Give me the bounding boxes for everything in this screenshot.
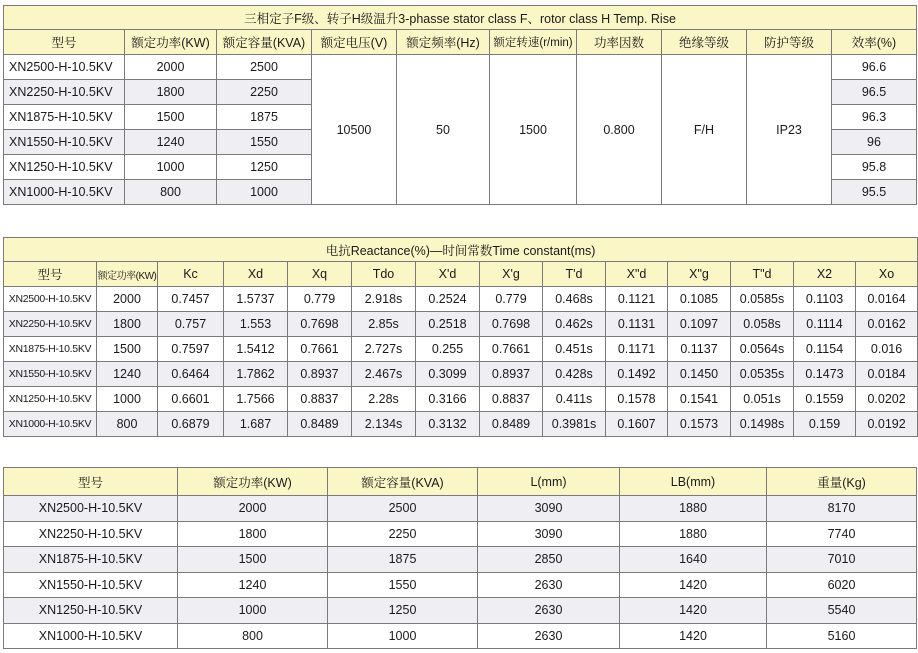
col-header-capacity: 额定容量(KVA) bbox=[217, 30, 312, 55]
cell-xg-transient: 0.8837 bbox=[480, 387, 543, 412]
cell-model: XN1000-H-10.5KV bbox=[4, 180, 125, 205]
col-header-model: 型号 bbox=[4, 262, 97, 287]
cell-model: XN1875-H-10.5KV bbox=[4, 337, 97, 362]
cell-xd: 1.7566 bbox=[224, 387, 288, 412]
reactance-table-title: 电抗Reactance(%)—时间常数Time constant(ms) bbox=[4, 238, 918, 262]
cell-capacity: 1250 bbox=[328, 598, 478, 624]
cell-td-subtransient: 0.0585s bbox=[731, 287, 794, 312]
cell-xo: 0.0192 bbox=[856, 412, 918, 437]
cell-xo: 0.0162 bbox=[856, 312, 918, 337]
cell-capacity: 1875 bbox=[328, 547, 478, 573]
cell-power-factor: 0.800 bbox=[577, 55, 662, 205]
cell-model: XN1550-H-10.5KV bbox=[4, 362, 97, 387]
cell-voltage: 10500 bbox=[312, 55, 397, 205]
cell-xd-subtransient: 0.1578 bbox=[606, 387, 668, 412]
cell-kc: 0.7597 bbox=[158, 337, 224, 362]
cell-model: XN2500-H-10.5KV bbox=[4, 287, 97, 312]
cell-efficiency: 96.5 bbox=[832, 80, 917, 105]
cell-capacity: 1000 bbox=[328, 623, 478, 649]
cell-lb: 1420 bbox=[620, 598, 767, 624]
cell-xg-transient: 0.7698 bbox=[480, 312, 543, 337]
cell-model: XN1250-H-10.5KV bbox=[4, 155, 125, 180]
cell-capacity: 1550 bbox=[217, 130, 312, 155]
table-row bbox=[4, 312, 918, 337]
table-row bbox=[4, 412, 918, 437]
cell-td-transient: 0.3981s bbox=[543, 412, 606, 437]
col-header-xg-transient: X'g bbox=[480, 262, 543, 287]
cell-capacity: 1875 bbox=[217, 105, 312, 130]
cell-weight: 6020 bbox=[767, 572, 917, 598]
cell-xg-subtransient: 0.1097 bbox=[668, 312, 731, 337]
cell-td-subtransient: 0.0535s bbox=[731, 362, 794, 387]
cell-xd-subtransient: 0.1121 bbox=[606, 287, 668, 312]
cell-kc: 0.6601 bbox=[158, 387, 224, 412]
col-header-efficiency: 效率(%) bbox=[832, 30, 917, 55]
cell-model: XN2250-H-10.5KV bbox=[4, 312, 97, 337]
col-header-xo: Xo bbox=[856, 262, 918, 287]
cell-xo: 0.016 bbox=[856, 337, 918, 362]
cell-weight: 5540 bbox=[767, 598, 917, 624]
cell-x2: 0.159 bbox=[794, 412, 856, 437]
cell-capacity: 1250 bbox=[217, 155, 312, 180]
col-header-speed: 额定转速(r/min) bbox=[490, 30, 577, 55]
cell-xd-transient: 0.3099 bbox=[416, 362, 480, 387]
cell-power: 1800 bbox=[97, 312, 158, 337]
col-header-voltage: 额定电压(V) bbox=[312, 30, 397, 55]
cell-kc: 0.6879 bbox=[158, 412, 224, 437]
cell-power: 1500 bbox=[178, 547, 328, 573]
table-row bbox=[4, 547, 917, 573]
cell-speed: 1500 bbox=[490, 55, 577, 205]
cell-model: XN2500-H-10.5KV bbox=[4, 496, 178, 522]
cell-xd-subtransient: 0.1171 bbox=[606, 337, 668, 362]
cell-efficiency: 96.6 bbox=[832, 55, 917, 80]
col-header-weight: 重量(Kg) bbox=[767, 468, 917, 496]
col-header-power: 额定功率(KW) bbox=[178, 468, 328, 496]
cell-xg-subtransient: 0.1573 bbox=[668, 412, 731, 437]
cell-xg-transient: 0.8489 bbox=[480, 412, 543, 437]
col-header-model: 型号 bbox=[4, 468, 178, 496]
cell-xd: 1.7862 bbox=[224, 362, 288, 387]
table-row bbox=[4, 623, 917, 649]
col-header-td-transient: T'd bbox=[543, 262, 606, 287]
table-row bbox=[4, 496, 917, 522]
cell-capacity: 2500 bbox=[328, 496, 478, 522]
cell-model: XN1250-H-10.5KV bbox=[4, 387, 97, 412]
col-header-model: 型号 bbox=[4, 30, 125, 55]
cell-xd-subtransient: 0.1607 bbox=[606, 412, 668, 437]
col-header-xd-subtransient: X"d bbox=[606, 262, 668, 287]
cell-power: 1500 bbox=[97, 337, 158, 362]
cell-power: 800 bbox=[178, 623, 328, 649]
cell-protection: IP23 bbox=[747, 55, 832, 205]
cell-xd: 1.5412 bbox=[224, 337, 288, 362]
cell-xd: 1.553 bbox=[224, 312, 288, 337]
cell-capacity: 2500 bbox=[217, 55, 312, 80]
cell-power: 1500 bbox=[125, 105, 217, 130]
cell-length: 3090 bbox=[478, 521, 620, 547]
cell-model: XN2250-H-10.5KV bbox=[4, 521, 178, 547]
cell-power: 1240 bbox=[97, 362, 158, 387]
cell-power: 2000 bbox=[97, 287, 158, 312]
cell-td-transient: 0.468s bbox=[543, 287, 606, 312]
col-header-power-factor: 功率因数 bbox=[577, 30, 662, 55]
col-header-protection: 防护等级 bbox=[747, 30, 832, 55]
reactance-table bbox=[3, 237, 918, 437]
cell-x2: 0.1154 bbox=[794, 337, 856, 362]
cell-length: 2630 bbox=[478, 598, 620, 624]
cell-xg-transient: 0.779 bbox=[480, 287, 543, 312]
cell-kc: 0.6464 bbox=[158, 362, 224, 387]
cell-xq: 0.8837 bbox=[288, 387, 352, 412]
cell-xd-transient: 0.2518 bbox=[416, 312, 480, 337]
rating-table bbox=[3, 5, 917, 205]
cell-xq: 0.8937 bbox=[288, 362, 352, 387]
cell-lb: 1880 bbox=[620, 521, 767, 547]
cell-tdo: 2.85s bbox=[352, 312, 416, 337]
cell-x2: 0.1559 bbox=[794, 387, 856, 412]
col-header-lb: LB(mm) bbox=[620, 468, 767, 496]
cell-td-transient: 0.451s bbox=[543, 337, 606, 362]
cell-model: XN1000-H-10.5KV bbox=[4, 623, 178, 649]
cell-weight: 5160 bbox=[767, 623, 917, 649]
cell-xg-subtransient: 0.1137 bbox=[668, 337, 731, 362]
col-header-insulation: 绝缘等级 bbox=[662, 30, 747, 55]
cell-model: XN1250-H-10.5KV bbox=[4, 598, 178, 624]
cell-td-subtransient: 0.058s bbox=[731, 312, 794, 337]
cell-xg-subtransient: 0.1085 bbox=[668, 287, 731, 312]
cell-efficiency: 96.3 bbox=[832, 105, 917, 130]
cell-power: 1000 bbox=[178, 598, 328, 624]
cell-insulation: F/H bbox=[662, 55, 747, 205]
cell-power: 1800 bbox=[178, 521, 328, 547]
cell-td-transient: 0.411s bbox=[543, 387, 606, 412]
cell-tdo: 2.28s bbox=[352, 387, 416, 412]
col-header-kc: Kc bbox=[158, 262, 224, 287]
cell-x2: 0.1103 bbox=[794, 287, 856, 312]
cell-capacity: 2250 bbox=[217, 80, 312, 105]
cell-tdo: 2.134s bbox=[352, 412, 416, 437]
cell-length: 3090 bbox=[478, 496, 620, 522]
cell-td-transient: 0.462s bbox=[543, 312, 606, 337]
cell-xg-transient: 0.8937 bbox=[480, 362, 543, 387]
cell-model: XN2250-H-10.5KV bbox=[4, 80, 125, 105]
cell-td-subtransient: 0.051s bbox=[731, 387, 794, 412]
cell-xg-subtransient: 0.1450 bbox=[668, 362, 731, 387]
cell-capacity: 2250 bbox=[328, 521, 478, 547]
cell-xd-transient: 0.3166 bbox=[416, 387, 480, 412]
cell-capacity: 1000 bbox=[217, 180, 312, 205]
cell-xq: 0.779 bbox=[288, 287, 352, 312]
table-row bbox=[4, 598, 917, 624]
cell-tdo: 2.727s bbox=[352, 337, 416, 362]
cell-tdo: 2.467s bbox=[352, 362, 416, 387]
cell-xo: 0.0202 bbox=[856, 387, 918, 412]
table-row bbox=[4, 287, 918, 312]
cell-td-subtransient: 0.1498s bbox=[731, 412, 794, 437]
cell-frequency: 50 bbox=[397, 55, 490, 205]
table-row bbox=[4, 572, 917, 598]
cell-x2: 0.1114 bbox=[794, 312, 856, 337]
rating-table-title: 三相定子F级、转子H级温升3-phasse stator class F、rotor class H Temp. Rise bbox=[4, 6, 917, 30]
col-header-power: 额定功率(KW) bbox=[125, 30, 217, 55]
col-header-power: 额定功率(KW) bbox=[97, 262, 158, 287]
cell-model: XN1000-H-10.5KV bbox=[4, 412, 97, 437]
cell-xd: 1.5737 bbox=[224, 287, 288, 312]
cell-length: 2630 bbox=[478, 572, 620, 598]
cell-model: XN1550-H-10.5KV bbox=[4, 130, 125, 155]
cell-kc: 0.7457 bbox=[158, 287, 224, 312]
cell-power: 1000 bbox=[125, 155, 217, 180]
col-header-capacity: 额定容量(KVA) bbox=[328, 468, 478, 496]
cell-xq: 0.7698 bbox=[288, 312, 352, 337]
table-row bbox=[4, 521, 917, 547]
cell-power: 2000 bbox=[125, 55, 217, 80]
cell-xd: 1.687 bbox=[224, 412, 288, 437]
cell-power: 800 bbox=[97, 412, 158, 437]
col-header-td-subtransient: T"d bbox=[731, 262, 794, 287]
cell-lb: 1420 bbox=[620, 572, 767, 598]
cell-lb: 1420 bbox=[620, 623, 767, 649]
cell-xo: 0.0184 bbox=[856, 362, 918, 387]
cell-length: 2850 bbox=[478, 547, 620, 573]
cell-model: XN1875-H-10.5KV bbox=[4, 547, 178, 573]
table-row bbox=[4, 387, 918, 412]
dimension-table bbox=[3, 467, 917, 649]
cell-model: XN1875-H-10.5KV bbox=[4, 105, 125, 130]
cell-xd-transient: 0.2524 bbox=[416, 287, 480, 312]
col-header-tdo: Tdo bbox=[352, 262, 416, 287]
cell-model: XN1550-H-10.5KV bbox=[4, 572, 178, 598]
cell-weight: 8170 bbox=[767, 496, 917, 522]
cell-power: 800 bbox=[125, 180, 217, 205]
cell-xq: 0.7661 bbox=[288, 337, 352, 362]
cell-weight: 7740 bbox=[767, 521, 917, 547]
cell-tdo: 2.918s bbox=[352, 287, 416, 312]
cell-lb: 1880 bbox=[620, 496, 767, 522]
cell-xd-subtransient: 0.1492 bbox=[606, 362, 668, 387]
cell-xg-transient: 0.7661 bbox=[480, 337, 543, 362]
col-header-xg-subtransient: X"g bbox=[668, 262, 731, 287]
cell-xq: 0.8489 bbox=[288, 412, 352, 437]
col-header-xq: Xq bbox=[288, 262, 352, 287]
cell-td-subtransient: 0.0564s bbox=[731, 337, 794, 362]
cell-xd-transient: 0.3132 bbox=[416, 412, 480, 437]
cell-xo: 0.0164 bbox=[856, 287, 918, 312]
table-row bbox=[4, 55, 917, 80]
cell-kc: 0.757 bbox=[158, 312, 224, 337]
cell-capacity: 1550 bbox=[328, 572, 478, 598]
cell-power: 1800 bbox=[125, 80, 217, 105]
cell-lb: 1640 bbox=[620, 547, 767, 573]
table-row bbox=[4, 337, 918, 362]
col-header-length: L(mm) bbox=[478, 468, 620, 496]
col-header-xd: Xd bbox=[224, 262, 288, 287]
cell-power: 2000 bbox=[178, 496, 328, 522]
cell-power: 1240 bbox=[125, 130, 217, 155]
cell-xd-transient: 0.255 bbox=[416, 337, 480, 362]
col-header-frequency: 额定频率(Hz) bbox=[397, 30, 490, 55]
cell-xg-subtransient: 0.1541 bbox=[668, 387, 731, 412]
table-row bbox=[4, 362, 918, 387]
col-header-xd-transient: X'd bbox=[416, 262, 480, 287]
cell-efficiency: 95.5 bbox=[832, 180, 917, 205]
cell-td-transient: 0.428s bbox=[543, 362, 606, 387]
cell-efficiency: 96 bbox=[832, 130, 917, 155]
cell-weight: 7010 bbox=[767, 547, 917, 573]
cell-model: XN2500-H-10.5KV bbox=[4, 55, 125, 80]
col-header-x2: X2 bbox=[794, 262, 856, 287]
cell-power: 1000 bbox=[97, 387, 158, 412]
cell-xd-subtransient: 0.1131 bbox=[606, 312, 668, 337]
cell-length: 2630 bbox=[478, 623, 620, 649]
cell-efficiency: 95.8 bbox=[832, 155, 917, 180]
cell-x2: 0.1473 bbox=[794, 362, 856, 387]
cell-power: 1240 bbox=[178, 572, 328, 598]
